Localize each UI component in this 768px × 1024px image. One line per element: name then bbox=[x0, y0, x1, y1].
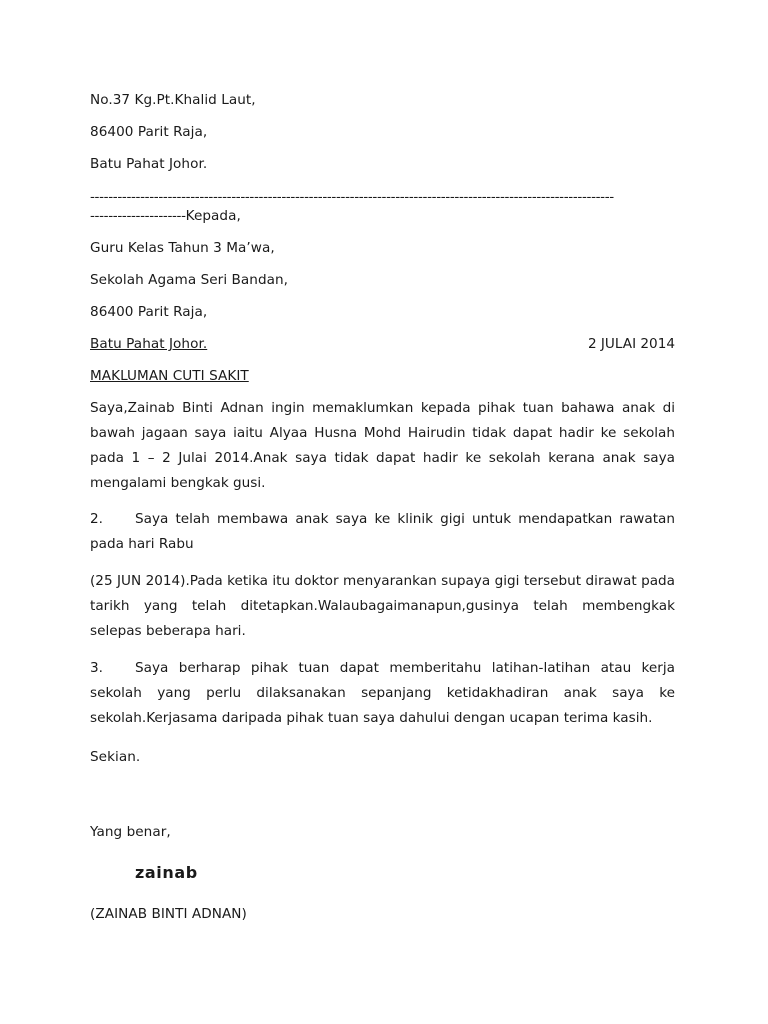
recipient-line-4: Batu Pahat Johor. bbox=[90, 336, 208, 352]
recipient-line-3: 86400 Parit Raja, bbox=[90, 304, 208, 320]
body-paragraph-1: Saya,Zainab Binti Adnan ingin memaklumkan kepada pihak tuan bahawa anak di bawah jagaan saya iaitu Alyaa Husna Mohd Hairudin tidak dapat hadir ke sekolah pada 1 – 2 Julai 2014.Anak saya tidak dapat hadir ke sekolah kerana anak saya mengalami bengkak gusi. bbox=[90, 400, 675, 491]
separator-kepada-line bbox=[90, 204, 241, 229]
body-paragraph-3-text: Saya berharap pihak tuan dapat memberitahu latihan-latihan atau kerja sekolah yang perlu dilaksanakan sepanjang ketidakhadiran anak saya ke sekolah.Kerjasama daripada pihak tuan saya dahului dengan ucapan terima kasih. bbox=[90, 660, 675, 726]
paragraph-number-2: 2. bbox=[90, 511, 103, 527]
body-paragraph-2 bbox=[90, 507, 675, 557]
signature: zainab bbox=[135, 863, 198, 882]
separator-dashes: ------------------------------------------------------------------------------------------------------------------- bbox=[90, 189, 614, 205]
body-paragraph-2b: (25 JUN 2014).Pada ketika itu doktor menyarankan supaya gigi tersebut dirawat pada tarikh yang telah ditetapkan.Walaubagaimanapun,gusinya telah membengkak selepas beberapa hari. bbox=[90, 573, 675, 639]
closing-yang-benar: Yang benar, bbox=[90, 824, 171, 840]
paragraph-number-3: 3. bbox=[90, 660, 103, 676]
sender-address-line-1: No.37 Kg.Pt.Khalid Laut, bbox=[90, 92, 256, 108]
signer-name: (ZAINAB BINTI ADNAN) bbox=[90, 906, 247, 922]
separator-dashes-prefix: --------------------- bbox=[90, 208, 186, 224]
letter-date: 2 JULAI 2014 bbox=[587, 336, 675, 352]
body-paragraph-3 bbox=[90, 656, 675, 731]
sender-address-line-2: 86400 Parit Raja, bbox=[90, 124, 208, 140]
subject-title: MAKLUMAN CUTI SAKIT bbox=[90, 368, 249, 384]
closing-sekian: Sekian. bbox=[90, 749, 141, 765]
kepada-label: Kepada, bbox=[185, 208, 241, 224]
sender-address-line-3: Batu Pahat Johor. bbox=[90, 156, 208, 172]
recipient-line-2: Sekolah Agama Seri Bandan, bbox=[90, 272, 289, 288]
recipient-line-1: Guru Kelas Tahun 3 Ma’wa, bbox=[90, 240, 275, 256]
body-paragraph-2-text: Saya telah membawa anak saya ke klinik gigi untuk mendapatkan rawatan pada hari Rabu bbox=[90, 511, 675, 552]
